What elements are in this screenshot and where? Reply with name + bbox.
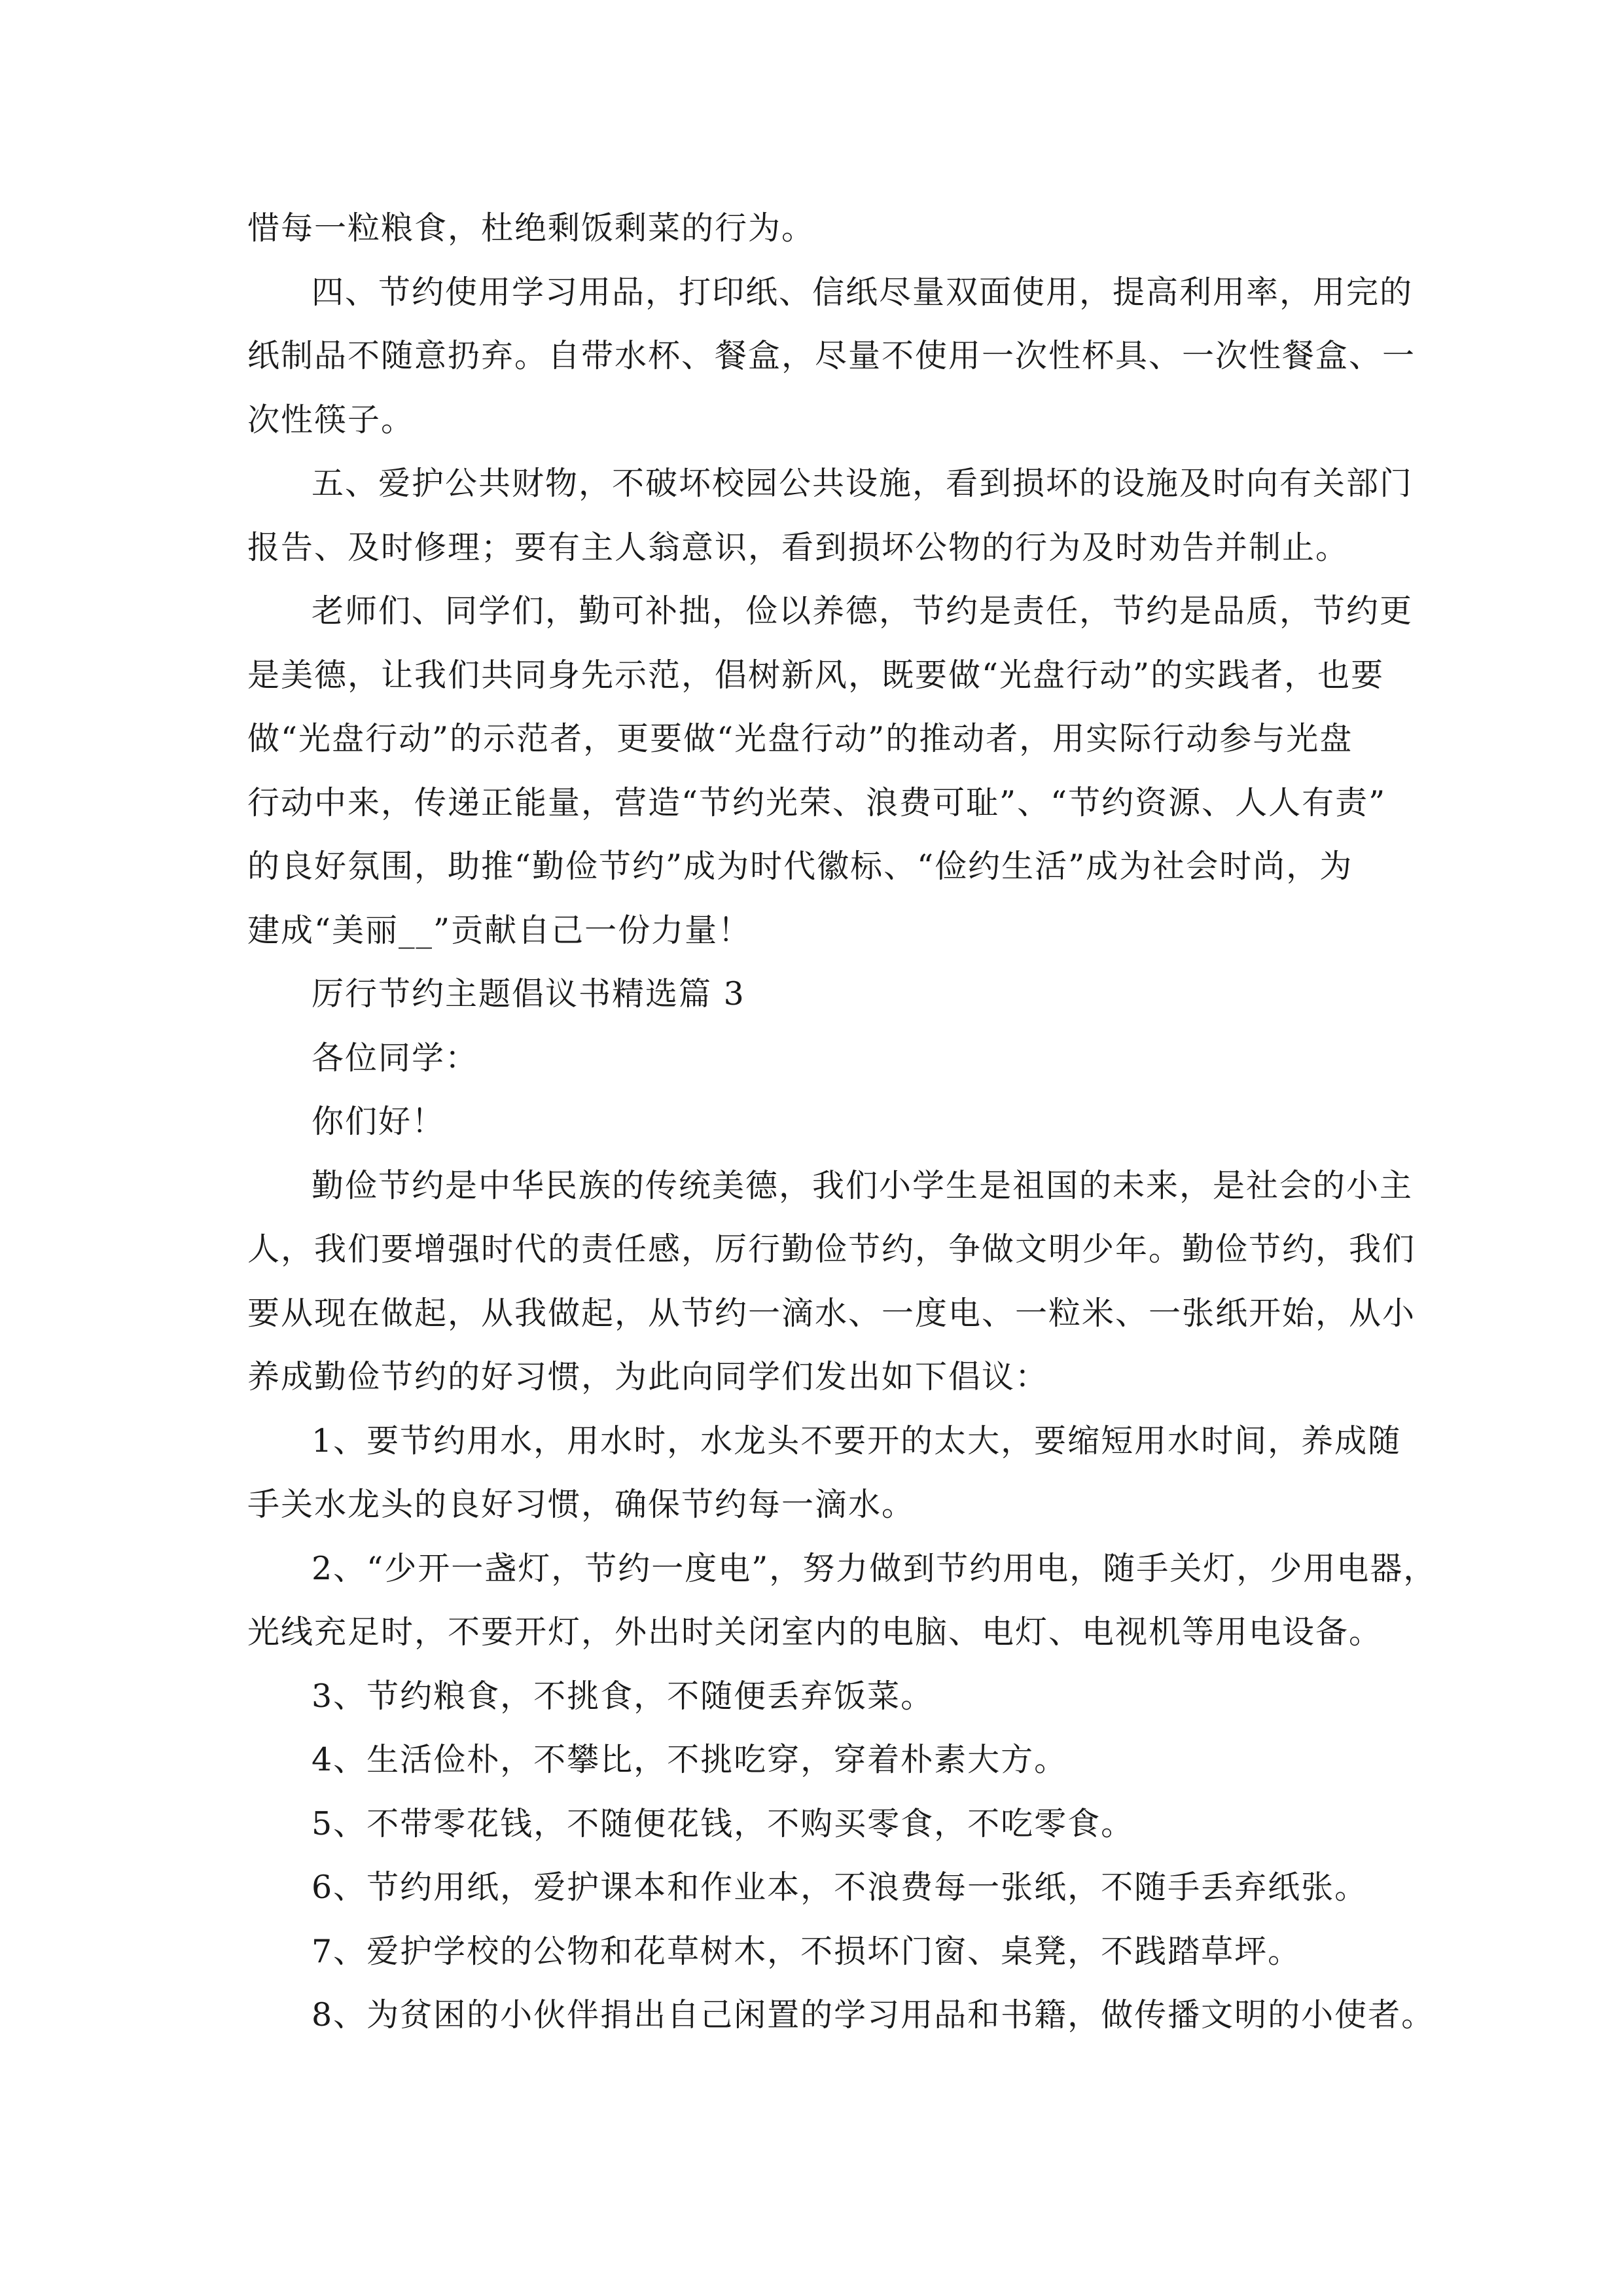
- list-item: 8、为贫困的小伙伴捐出自己闲置的学习用品和书籍，做传播文明的小使者。: [312, 1996, 1435, 2034]
- list-item: 5、不带零花钱，不随便花钱，不购买零食，不吃零食。: [312, 1804, 1135, 1842]
- text-line: 养成勤俭节约的好习惯，为此向同学们发出如下倡议：: [247, 1358, 1049, 1395]
- greeting: 你们好！: [312, 1103, 446, 1140]
- text-line: 纸制品不随意扔弃。自带水杯、餐盒，尽量不使用一次性杯具、一次性餐盒、一: [247, 337, 1416, 374]
- list-item: 1、要节约用水，用水时，水龙头不要开的太大，要缩短用水时间，养成随: [312, 1422, 1402, 1460]
- list-item: 7、爱护学校的公物和花草树木，不损坏门窗、桌凳，不践踏草坪。: [312, 1932, 1302, 1970]
- list-item: 4、生活俭朴，不攀比，不挑吃穿，穿着朴素大方。: [312, 1741, 1068, 1778]
- list-item: 6、节约用纸，爱护课本和作业本，不浪费每一张纸，不随手丢弃纸张。: [312, 1869, 1368, 1906]
- list-item: 3、节约粮食，不挑食，不随便丢弃饭菜。: [312, 1677, 935, 1715]
- text-line: 次性筷子。: [247, 401, 415, 439]
- text-line: 做“光盘行动”的示范者，更要做“光盘行动”的推动者，用实际行动参与光盘: [247, 720, 1353, 757]
- text-line: 惜每一粒粮食，杜绝剩饭剩菜的行为。: [247, 209, 815, 247]
- text-line: 是美德，让我们共同身先示范，倡树新风，既要做“光盘行动”的实践者，也要: [247, 656, 1385, 694]
- text-line: 老师们、同学们，勤可补拙，俭以养德，节约是责任，节约是品质，节约更: [312, 592, 1414, 630]
- section-heading: 厉行节约主题倡议书精选篇 3: [312, 975, 745, 1013]
- text-line: 人，我们要增强时代的责任感，厉行勤俭节约，争做文明少年。勤俭节约，我们: [247, 1230, 1416, 1268]
- text-line: 四、节约使用学习用品，打印纸、信纸尽量双面使用，提高利用率，用完的: [312, 273, 1414, 311]
- list-item: 2、“少开一盏灯，节约一度电”，努力做到节约用电，随手关灯，少用电器，: [312, 1549, 1437, 1587]
- document-page: [247, 196, 1437, 2047]
- text-line: 光线充足时，不要开灯，外出时关闭室内的电脑、电灯、电视机等用电设备。: [247, 1613, 1383, 1651]
- text-line: 五、爱护公共财物，不破坏校园公共设施，看到损坏的设施及时向有关部门: [312, 465, 1414, 502]
- salutation: 各位同学：: [312, 1039, 479, 1077]
- text-line: 手关水龙头的良好习惯，确保节约每一滴水。: [247, 1486, 916, 1523]
- text-line: 报告、及时修理；要有主人翁意识，看到损坏公物的行为及时劝告并制止。: [247, 528, 1349, 566]
- text-line: 勤俭节约是中华民族的传统美德，我们小学生是祖国的未来，是社会的小主: [312, 1166, 1414, 1204]
- text-line: 要从现在做起，从我做起，从节约一滴水、一度电、一粒米、一张纸开始，从小: [247, 1294, 1416, 1332]
- text-line: 的良好氛围，助推“勤俭节约”成为时代徽标、“俭约生活”成为社会时尚，为: [247, 848, 1353, 885]
- text-line: 行动中来，传递正能量，营造“节约光荣、浪费可耻”、“节约资源、人人有责”: [247, 783, 1387, 821]
- text-line: 建成“美丽__”贡献自己一份力量！: [247, 911, 752, 949]
